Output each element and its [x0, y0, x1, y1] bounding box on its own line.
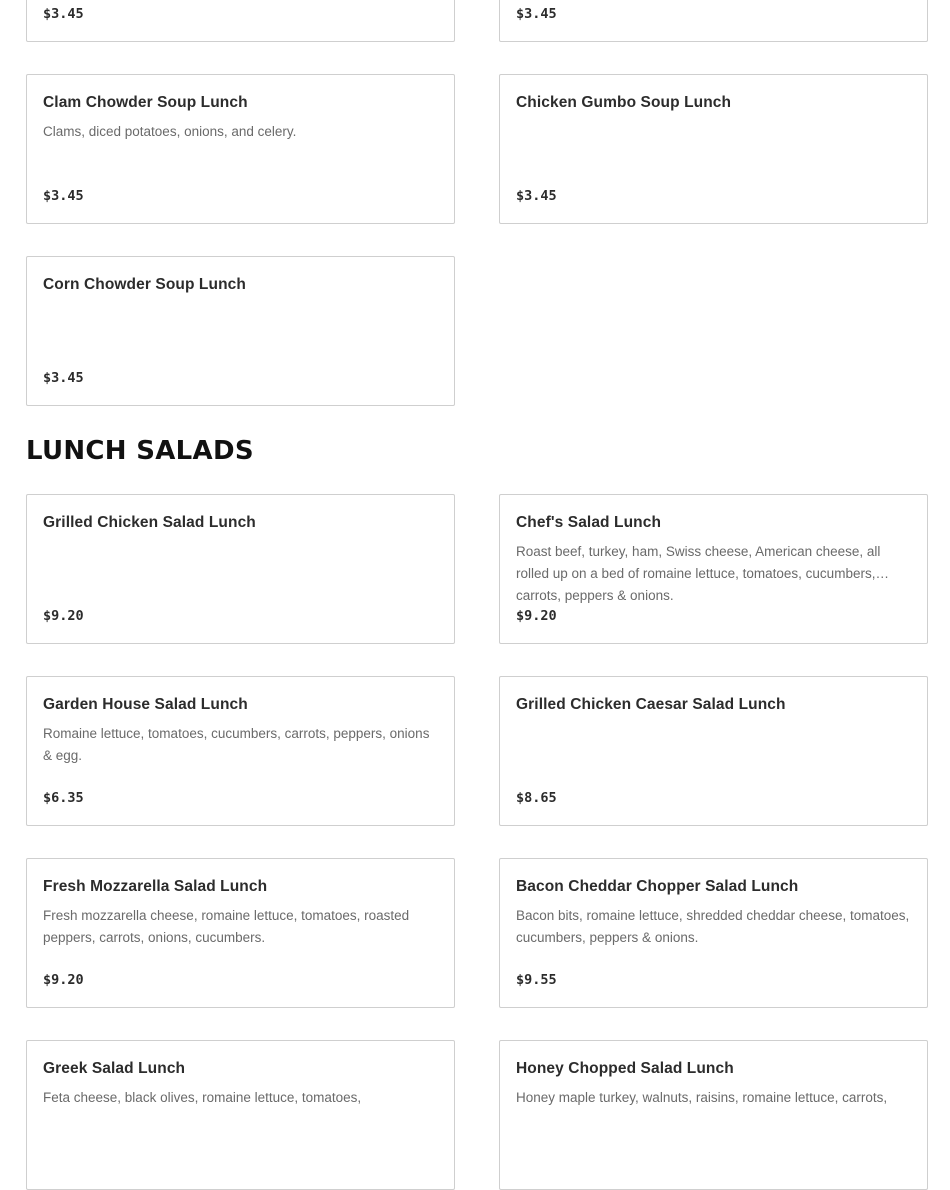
- menu-item-card[interactable]: [499, 676, 928, 826]
- item-name: Bacon Cheddar Chopper Salad Lunch: [516, 878, 799, 895]
- menu-item-card[interactable]: [499, 494, 928, 644]
- item-name: Honey Chopped Salad Lunch: [516, 1060, 734, 1077]
- menu-item-card[interactable]: [26, 256, 455, 406]
- menu-item-card[interactable]: [26, 74, 455, 224]
- menu-item-card[interactable]: [26, 1040, 455, 1190]
- item-price: $3.45: [43, 6, 84, 22]
- item-name: Grilled Chicken Caesar Salad Lunch: [516, 696, 786, 713]
- item-description: Honey maple turkey, walnuts, raisins, romaine lettuce, carrots,: [516, 1090, 888, 1105]
- section-title: LUNCH SALADS: [26, 436, 254, 466]
- menu-item-card[interactable]: [499, 0, 928, 42]
- item-name: Corn Chowder Soup Lunch: [43, 276, 246, 293]
- item-name: Grilled Chicken Salad Lunch: [43, 514, 256, 531]
- item-price: $9.55: [516, 972, 557, 988]
- item-price: $9.20: [43, 608, 84, 624]
- item-price: $3.45: [43, 188, 84, 204]
- item-description: Romaine lettuce, tomatoes, cucumbers, carrots, peppers, onions & egg.: [43, 726, 430, 763]
- menu-item-card[interactable]: [26, 858, 455, 1008]
- item-description: Roast beef, turkey, ham, Swiss cheese, American cheese, all rolled up on a bed of romaine lettuce, tomatoes, cucumbers, carrots, peppers & onions.: [516, 544, 881, 603]
- item-price: $9.20: [516, 608, 557, 624]
- item-name: Clam Chowder Soup Lunch: [43, 94, 248, 111]
- menu-item-card[interactable]: [499, 858, 928, 1008]
- item-name: Chef's Salad Lunch: [516, 514, 662, 531]
- item-price: $3.45: [43, 370, 84, 386]
- menu-item-card[interactable]: [26, 0, 455, 42]
- item-price: $8.65: [516, 790, 557, 806]
- menu-item-card[interactable]: [26, 494, 455, 644]
- item-description: Feta cheese, black olives, romaine lettuce, tomatoes,: [43, 1090, 362, 1105]
- item-name: Greek Salad Lunch: [43, 1060, 186, 1077]
- item-name: Garden House Salad Lunch: [43, 696, 248, 713]
- item-price: $9.20: [43, 972, 84, 988]
- item-price: $3.45: [516, 188, 557, 204]
- item-name: Chicken Gumbo Soup Lunch: [516, 94, 732, 111]
- menu-item-card[interactable]: [26, 676, 455, 826]
- item-price: $6.35: [43, 790, 84, 806]
- menu-item-card[interactable]: [499, 1040, 928, 1190]
- item-name: Fresh Mozzarella Salad Lunch: [43, 878, 268, 895]
- item-price: $3.45: [516, 6, 557, 22]
- item-description: Fresh mozzarella cheese, romaine lettuce, tomatoes, roasted peppers, carrots, onions, cucumbers.: [43, 908, 410, 945]
- item-description: Bacon bits, romaine lettuce, shredded cheddar cheese, tomatoes, cucumbers, peppers & onions.: [516, 908, 910, 945]
- menu-item-card[interactable]: [499, 74, 928, 224]
- item-description: Clams, diced potatoes, onions, and celery.: [43, 124, 297, 139]
